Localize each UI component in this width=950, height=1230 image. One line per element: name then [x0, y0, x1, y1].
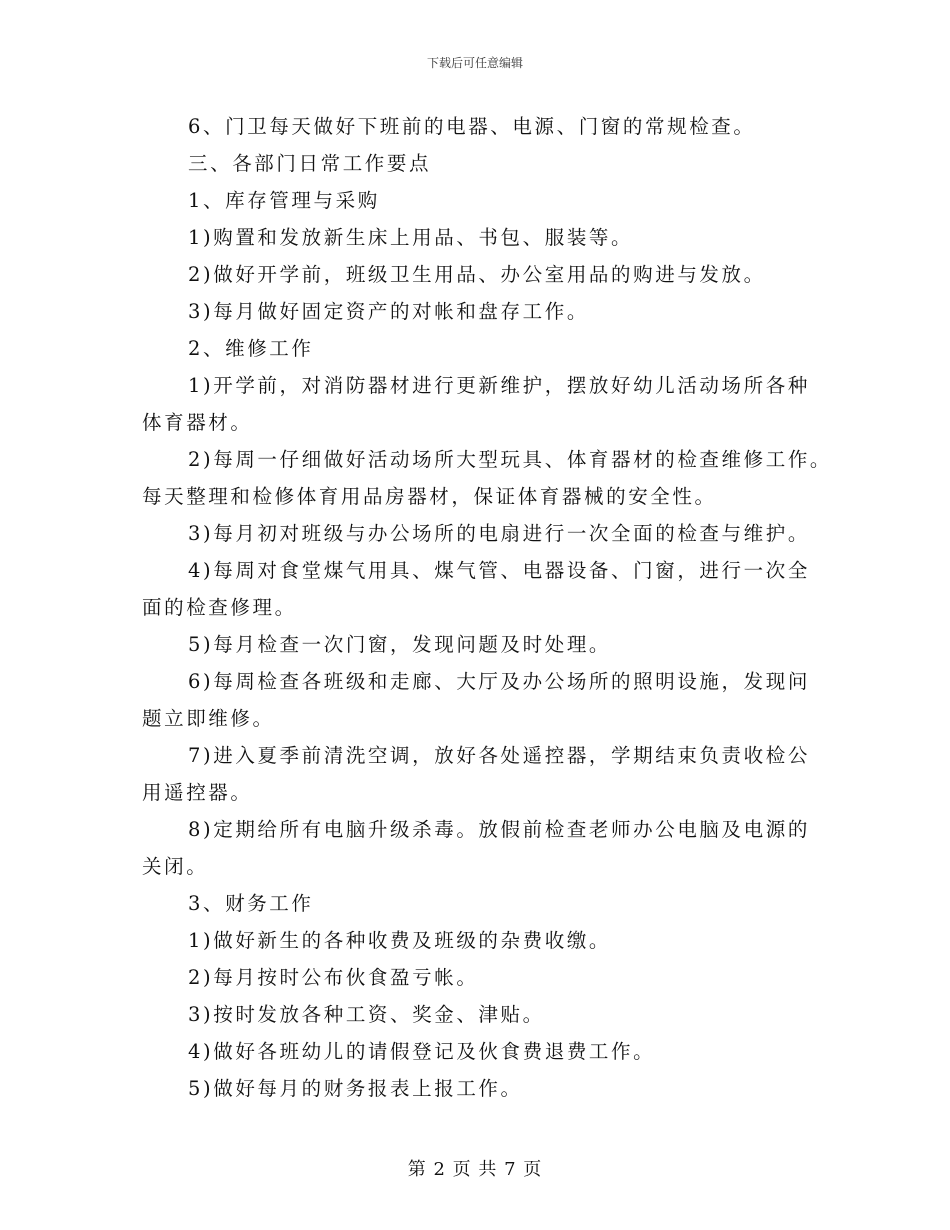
text-line: 每天整理和检修体育用品房器材，保证体育器械的安全性。 — [142, 485, 717, 508]
text-line: 1)购置和发放新生床上用品、书包、服装等。 — [188, 226, 634, 249]
text-line: 用遥控器。 — [142, 781, 253, 804]
text-line: 1)做好新生的各种收费及班级的杂费收缴。 — [188, 929, 612, 952]
text-line: 2、维修工作 — [188, 337, 314, 360]
text-line: 2)做好开学前，班级卫生用品、办公室用品的购进与发放。 — [188, 263, 766, 286]
text-line: 6)每周检查各班级和走廊、大厅及办公场所的照明设施，发现问 — [188, 670, 810, 693]
text-line: 2)每周一仔细做好活动场所大型玩具、体育器材的检查维修工作。 — [188, 448, 833, 471]
document-body — [142, 108, 833, 1107]
text-line: 关闭。 — [142, 855, 209, 878]
text-line: 4)做好各班幼儿的请假登记及伙食费退费工作。 — [188, 1040, 656, 1063]
text-line: 3)每月做好固定资产的对帐和盘存工作。 — [188, 300, 589, 323]
page-header: 下载后可任意编辑 — [426, 56, 523, 70]
text-line: 1)开学前，对消防器材进行更新维护，摆放好幼儿活动场所各种 — [188, 374, 810, 397]
text-line: 5)做好每月的财务报表上报工作。 — [188, 1077, 523, 1100]
text-line: 7)进入夏季前清洗空调，放好各处遥控器，学期结束负责收检公 — [188, 744, 810, 767]
text-line: 2)每月按时公布伙食盈亏帐。 — [188, 966, 479, 989]
text-line: 三、各部门日常工作要点 — [188, 152, 432, 175]
text-line: 3)每月初对班级与办公场所的电扇进行一次全面的检查与维护。 — [188, 522, 810, 545]
text-line: 4)每周对食堂煤气用具、煤气管、电器设备、门窗，进行一次全 — [188, 559, 810, 582]
page-footer: 第 2 页 共 7 页 — [407, 1159, 543, 1180]
text-line: 1、库存管理与采购 — [188, 189, 380, 212]
text-line: 题立即维修。 — [142, 707, 275, 730]
text-line: 3)按时发放各种工资、奖金、津贴。 — [188, 1003, 545, 1026]
text-line: 体育器材。 — [142, 411, 253, 434]
text-line: 面的检查修理。 — [142, 596, 297, 619]
text-line: 8)定期给所有电脑升级杀毒。放假前检查老师办公电脑及电源的 — [188, 818, 810, 841]
text-line: 6、门卫每天做好下班前的电器、电源、门窗的常规检查。 — [188, 115, 756, 138]
text-line: 5)每月检查一次门窗，发现问题及时处理。 — [188, 633, 612, 656]
text-line: 3、财务工作 — [188, 892, 314, 915]
